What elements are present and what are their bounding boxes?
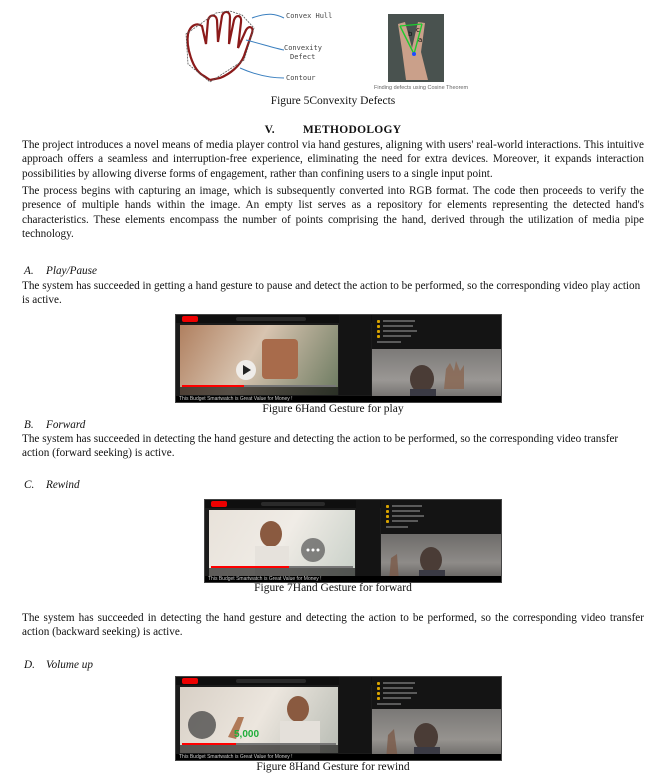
methodology-paragraph-1: The project introduces a novel means of media player control via hand gestures, aligning with users' real-world interactions. This intuitive approach offers a seamless and interruption-free experience, eliminating the need for extra devices. Moreover, it expands interaction possibilities by allowing diverse forms of engagement, rather than confining users to a single input point. — [22, 139, 644, 180]
label-defect: Defect — [290, 53, 316, 61]
webcam-feed — [372, 349, 501, 401]
player-controls — [180, 745, 338, 753]
subsection-a-heading — [24, 264, 97, 278]
side-panel — [356, 500, 380, 576]
subsection-c-heading — [24, 478, 80, 492]
video-frame — [180, 325, 338, 395]
playlist-panel — [372, 677, 501, 709]
subsection-d-title: Volume up — [46, 659, 93, 671]
video-title-strip: This Budget Smartwatch is Great Value for Money ! — [176, 754, 501, 760]
hand-photo-illustration — [388, 14, 444, 82]
label-convexity: Convexity — [284, 44, 322, 52]
subsection-b-title: Forward — [46, 419, 86, 431]
subsection-b-number: B. — [24, 419, 34, 431]
side-panel — [339, 315, 371, 395]
figure-5-caption: Figure 5Convexity Defects — [270, 95, 396, 107]
subsection-b-text: The system has succeeded in detecting the hand gesture and detecting the action to be performed, so the corresponding video transfer action (forward seeking) is active. — [22, 433, 619, 460]
figure-7-caption: Figure 7Hand Gesture for forward — [254, 582, 412, 594]
figure-8-caption: Figure 8Hand Gesture for rewind — [256, 761, 410, 773]
figure-8-screenshot — [175, 676, 502, 761]
playlist-panel — [372, 315, 501, 349]
subsection-b-heading — [24, 418, 85, 432]
figure-6-screenshot — [175, 314, 502, 403]
subsection-a-number: A. — [24, 265, 34, 277]
subsection-c-text: The system has succeeded in detecting the hand gesture and detecting the action to be performed, so the corresponding video transfer action (backward seeking) is active. — [22, 612, 644, 639]
youtube-logo-icon — [182, 678, 198, 684]
webcam-feed — [372, 709, 501, 760]
volume-overlay-text: 5,000 — [234, 729, 260, 740]
methodology-paragraph-2: The process begins with capturing an image, which is subsequently converted into RGB format. The code then proceeds to verify the presence of multiple hands within the image. An empty list serves as a repository for elements representing the detected hand's characteristics. These elements encompass the number of points comprising the hand, derived through the utilization of media pipe technology. — [22, 185, 644, 241]
section-heading — [0, 124, 666, 136]
player-controls — [180, 387, 338, 395]
label-contour: Contour — [286, 74, 316, 82]
svg-text:c: c — [416, 26, 420, 34]
label-convex-hull: Convex Hull — [286, 12, 333, 20]
svg-text:b: b — [408, 30, 413, 38]
playlist-panel — [381, 500, 501, 534]
video-frame — [209, 510, 355, 576]
subsection-d-heading — [24, 658, 93, 672]
youtube-logo-icon — [211, 501, 227, 507]
cosine-theorem-caption: Finding defects using Cosine Theorem — [374, 85, 469, 91]
video-title-strip: This Budget Smartwatch is Great Value for Money ! — [205, 576, 501, 582]
subsection-c-title: Rewind — [46, 479, 80, 491]
video-title-strip: This Budget Smartwatch is Great Value for Money ! — [176, 396, 501, 402]
subsection-d-number: D. — [24, 659, 35, 671]
subsection-a-title: Play/Pause — [46, 265, 97, 277]
webcam-feed — [381, 534, 501, 582]
section-title: METHODOLOGY — [302, 124, 402, 136]
player-controls — [209, 568, 355, 576]
subsection-a-text: The system has succeeded in getting a hand gesture to pause and detect the action to be performed, so the corresponding video play action is active. — [22, 280, 641, 307]
figure-5-hand-sketch — [180, 4, 340, 92]
svg-text:a: a — [418, 36, 423, 44]
figure-6-caption: Figure 6Hand Gesture for play — [262, 403, 404, 415]
section-numeral: V. — [264, 124, 275, 136]
subsection-c-number: C. — [24, 479, 35, 491]
figure-7-screenshot — [204, 499, 502, 583]
youtube-logo-icon — [182, 316, 198, 322]
figure-5-cosine-photo — [388, 14, 444, 82]
side-panel — [339, 677, 371, 753]
video-frame — [180, 687, 338, 753]
